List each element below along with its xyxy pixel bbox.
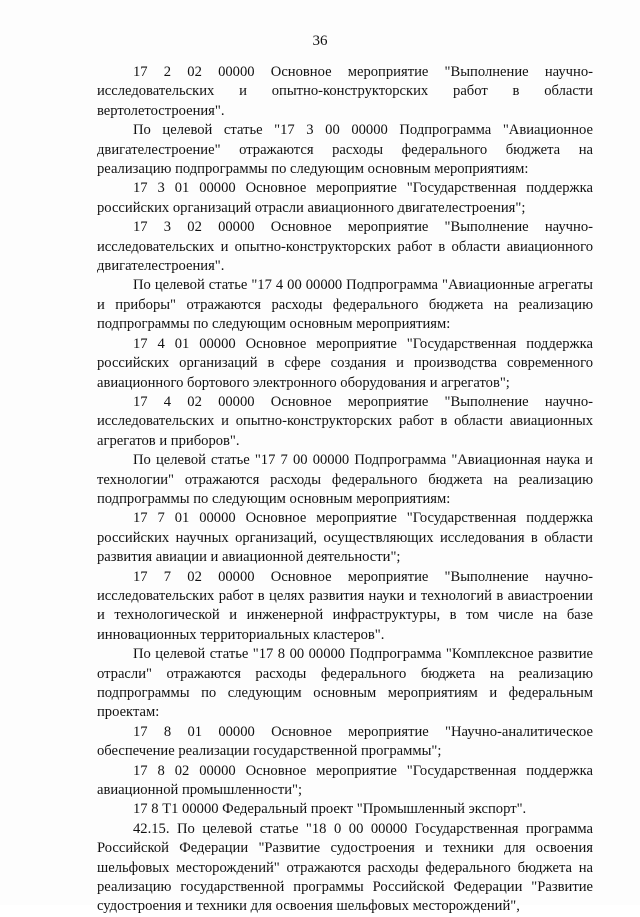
paragraph: 17 8 Т1 00000 Федеральный проект "Промышленный экспорт". [133, 801, 527, 818]
paragraph: 17 3 02 00000 Основное мероприятие "Выполнение научно-исследовательских и опытно-конструкторских работ в области авиационного двигателестроения". [97, 219, 593, 275]
paragraph: По целевой статье "17 3 00 00000 Подпрограмма "Авиационное двигателестроение" отражаются расходы федерального бюджета на реализацию подпрограммы по следующим основным мероприятиям: [97, 122, 593, 178]
paragraph: По целевой статье "17 7 00 00000 Подпрограмма "Авиационная наука и технологии" отражаются расходы федерального бюджета на реализацию подпрограммы по следующим основным мероприятиям: [97, 452, 593, 507]
paragraph: 17 7 02 00000 Основное мероприятие "Выполнение научно-исследовательских работ в целях развития науки и технологий в авиастроении и технологической и инженерной инфраструктуры, в том числе на базе инновационных территориальных кластеров". [97, 568, 593, 643]
paragraph: 17 4 01 00000 Основное мероприятие "Государственная поддержка российских организаций в сфере создания и производства современного авиационного бортового электронного оборудования и агрегатов"; [97, 335, 593, 391]
paragraph: 17 4 02 00000 Основное мероприятие "Выполнение научно-исследовательских и опытно-конструкторских работ в области авиационных агрегатов и приборов". [97, 393, 593, 449]
paragraph: 17 2 02 00000 Основное мероприятие "Выполнение научно-исследовательских и опытно-конструкторских работ в области вертолетостроения". [97, 64, 593, 119]
paragraph: 17 7 01 00000 Основное мероприятие "Государственная поддержка российских научных организаций, осуществляющих исследования в области развития авиации и авиационной деятельности"; [97, 510, 593, 566]
paragraph: 17 8 01 00000 Основное мероприятие "Научно-аналитическое обеспечение реализации государственной программы"; [97, 723, 593, 760]
document-body [97, 63, 593, 917]
page-number: 36 [312, 33, 328, 49]
paragraph: По целевой статье "17 4 00 00000 Подпрограмма "Авиационные агрегаты и приборы" отражаются расходы федерального бюджета на реализацию подпрограммы по следующим основным мероприятиям: [97, 277, 593, 333]
paragraph: 17 3 01 00000 Основное мероприятие "Государственная поддержка российских организаций отрасли авиационного двигателестроения"; [97, 180, 593, 216]
paragraph: 17 8 02 00000 Основное мероприятие "Государственная поддержка авиационной промышленности"; [97, 762, 593, 799]
paragraph: 42.15. По целевой статье "18 0 00 00000 Государственная программа Российской Федерации "Развитие судостроения и техники для освоения шельфовых месторождений" отражаются расходы федерального бюджета на реализацию государственной программы Российской Федерации "Развитие судостроения и техники для освоения шельфовых месторождений", [97, 820, 593, 915]
paragraph: По целевой статье "17 8 00 00000 Подпрограмма "Комплексное развитие отрасли" отражаются расходы федерального бюджета на реализацию подпрограммы по следующим основным мероприятиям и федеральным проектам: [97, 646, 593, 721]
